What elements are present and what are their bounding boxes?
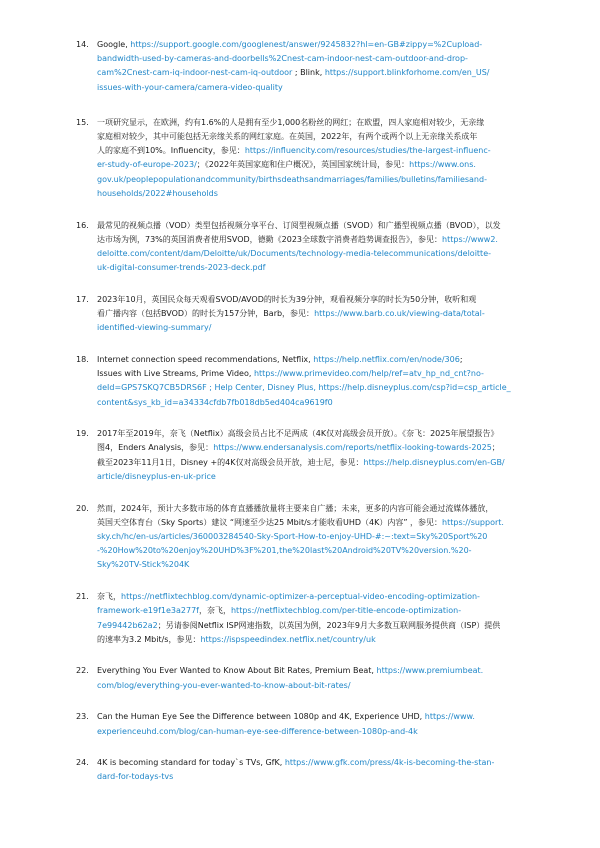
reference-text-segment: 然而，2024年，预计大多数市场的体育直播播放量将主要来自广播；未来，更多的内容可能会通过流媒体播放， bbox=[97, 503, 494, 513]
reference-number: 16. bbox=[76, 220, 89, 230]
reference-text bbox=[97, 427, 527, 484]
reference-item bbox=[76, 427, 528, 484]
reference-link[interactable]: -%20How%20to%20enjoy%20UHD%3F%201,the%20last%20Android%20TV%20version.%20- bbox=[97, 546, 472, 556]
reference-line bbox=[97, 367, 527, 381]
reference-link[interactable]: cam%2Cnest-cam-iq-indoor-nest-cam-iq-outdoor bbox=[97, 68, 293, 78]
reference-text-segment: 达市场为例，73%的英国消费者使用SVOD，德勤《2023全球数字消费者趋势调查报告》，参见： bbox=[97, 234, 443, 244]
reference-line bbox=[97, 247, 527, 261]
reference-list bbox=[76, 38, 528, 802]
reference-text bbox=[97, 664, 527, 692]
reference-text-segment: ; Blink, bbox=[292, 68, 325, 78]
reference-number: 20. bbox=[76, 503, 89, 513]
reference-line bbox=[97, 710, 527, 724]
reference-line bbox=[97, 233, 527, 247]
reference-item bbox=[76, 756, 528, 784]
reference-number: 23. bbox=[76, 712, 89, 722]
reference-item bbox=[76, 664, 528, 692]
reference-line bbox=[97, 187, 527, 201]
reference-line bbox=[97, 633, 527, 647]
reference-line bbox=[97, 725, 527, 739]
reference-line bbox=[97, 38, 527, 52]
reference-link[interactable]: Sky%20TV-Stick%204K bbox=[97, 560, 190, 570]
reference-text-segment: ；《2022年英国家庭和住户概况》，英国国家统计局，参见： bbox=[196, 160, 410, 170]
reference-line bbox=[97, 293, 527, 307]
reference-text-segment: 看广播内容（包括BVOD）的时长为157分钟，Barb，参见： bbox=[97, 309, 315, 319]
reference-number: 19. bbox=[76, 429, 89, 439]
reference-text-segment: 家庭相对较少，其中可能包括无亲缘关系的网红家庭。在英国，2022年，有两个或两个以上无亲缘关系成年 bbox=[97, 132, 478, 142]
reference-link[interactable]: https://netflixtechblog.com/dynamic-optimizer-a-perceptual-video-encoding-optimization- bbox=[121, 592, 480, 602]
reference-link[interactable]: https://support.blinkforhome.com/en_US/ bbox=[324, 68, 490, 78]
reference-link[interactable]: https://www.gfk.com/press/4k-is-becoming-the-stan- bbox=[284, 758, 495, 768]
reference-line bbox=[97, 502, 527, 516]
reference-link[interactable]: https://ispspeedindex.netflix.net/country/uk bbox=[200, 634, 376, 644]
reference-number: 22. bbox=[76, 666, 89, 676]
reference-link[interactable]: https://www.endersanalysis.com/reports/netflix-looking-towards-2025 bbox=[213, 443, 492, 453]
reference-text-segment: 截至2023年11月1日，Disney +的4K仅对高级会员开放，迪士尼，参见： bbox=[97, 457, 364, 467]
reference-link[interactable]: framework-e19f1e3a277f bbox=[97, 606, 199, 616]
reference-text-segment: 图4，Enders Analysis，参见： bbox=[97, 443, 214, 453]
reference-link[interactable]: https://www. bbox=[424, 712, 475, 722]
reference-line bbox=[97, 590, 527, 604]
reference-item bbox=[76, 710, 528, 738]
reference-line bbox=[97, 770, 527, 784]
reference-link[interactable]: com/blog/everything-you-ever-wanted-to-know-about-bit-rates/ bbox=[97, 680, 351, 690]
reference-text bbox=[97, 293, 527, 336]
reference-link[interactable]: https://www.primevideo.com/help/ref=atv_hp_nd_cnt?no- bbox=[253, 369, 484, 379]
reference-text-segment: ; bbox=[459, 354, 463, 364]
reference-line bbox=[97, 530, 527, 544]
reference-item bbox=[76, 38, 528, 95]
reference-text-segment: Internet connection speed recommendations, Netflix, bbox=[97, 354, 314, 364]
reference-line bbox=[97, 261, 527, 275]
reference-text-segment: 的速率为3.2 Mbit/s，参见： bbox=[97, 634, 201, 644]
reference-link[interactable]: article/disneyplus-en-uk-price bbox=[97, 471, 216, 481]
reference-line bbox=[97, 544, 527, 558]
reference-line bbox=[97, 381, 527, 395]
reference-line bbox=[97, 173, 527, 187]
reference-text-segment: 2023年10月，英国民众每天观看SVOD/AVOD的时长为39分钟，观看视频分享的时长为50分钟，收听和观 bbox=[97, 294, 477, 304]
reference-line bbox=[97, 456, 527, 470]
reference-text-segment: 2017年至2019年，奈飞（Netflix）高级会员占比不足两成（4K仅对高级会员开放）。《奈飞：2025年展望报告》 bbox=[97, 429, 499, 439]
reference-text-segment: 人的家庭不到10%。Influencity，参见： bbox=[97, 146, 245, 156]
reference-line bbox=[97, 619, 527, 633]
reference-line bbox=[97, 516, 527, 530]
reference-line bbox=[97, 664, 527, 678]
reference-link[interactable]: uk-digital-consumer-trends-2023-deck.pdf bbox=[97, 263, 266, 273]
reference-link[interactable]: deId=GPS7SKQ7CB5DRS6F ; Help Center, Disney Plus, https://help.disneyplus.com/csp?id=csp_article_ bbox=[97, 383, 511, 393]
reference-text bbox=[97, 756, 527, 784]
reference-number: 17. bbox=[76, 294, 89, 304]
reference-line bbox=[97, 219, 527, 233]
reference-number: 21. bbox=[76, 592, 89, 602]
reference-text-segment: Google, bbox=[97, 40, 131, 49]
reference-link[interactable]: identified-viewing-summary/ bbox=[97, 323, 212, 333]
reference-text-segment: Can the Human Eye See the Difference between 1080p and 4K, Experience UHD, bbox=[97, 712, 425, 722]
reference-link[interactable]: gov.uk/peoplepopulationandcommunity/birthsdeathsandmarriages/families/bulletins/familiesand- bbox=[97, 174, 487, 184]
reference-link[interactable]: https://www.barb.co.uk/viewing-data/total- bbox=[314, 309, 485, 319]
reference-text bbox=[97, 590, 527, 647]
reference-item bbox=[76, 590, 528, 647]
reference-link[interactable]: deloitte.com/content/dam/Deloitte/uk/Documents/technology-media-telecommunications/deloitte- bbox=[97, 248, 491, 258]
reference-text bbox=[97, 38, 527, 95]
reference-link[interactable]: https://help.netflix.com/en/node/306 bbox=[313, 354, 460, 364]
reference-number: 18. bbox=[76, 354, 89, 364]
reference-link[interactable]: https://help.disneyplus.com/en-GB/ bbox=[363, 457, 505, 467]
reference-line bbox=[97, 396, 527, 410]
reference-text-segment: ，奈飞， bbox=[198, 606, 231, 616]
reference-line bbox=[97, 470, 527, 484]
reference-text bbox=[97, 502, 527, 573]
reference-link[interactable]: 7e99442b62a2 bbox=[97, 620, 158, 630]
reference-link[interactable]: https://www.premiumbeat. bbox=[376, 666, 484, 676]
reference-text-segment: Issues with Live Streams, Prime Video, bbox=[97, 369, 254, 379]
reference-link[interactable]: er-study-of-europe-2023/ bbox=[97, 160, 197, 170]
reference-item bbox=[76, 219, 528, 276]
reference-item bbox=[76, 353, 528, 410]
reference-text-segment: ；另请参阅Netflix ISP网速指数，以英国为例，2023年9月大多数互联网服务提供商（ISP）提供 bbox=[157, 620, 501, 630]
reference-number: 15. bbox=[76, 117, 89, 127]
reference-number: 24. bbox=[76, 758, 89, 768]
reference-text-segment: 一项研究显示，在欧洲，约有1.6%的人是拥有至少1,000名粉丝的网红；在欧盟，四人家庭相对较少，无亲缘 bbox=[97, 117, 485, 127]
reference-text-segment: Everything You Ever Wanted to Know About Bit Rates, Premium Beat, bbox=[97, 666, 377, 676]
reference-link[interactable]: https://netflixtechblog.com/per-title-encode-optimization- bbox=[230, 606, 462, 616]
reference-line bbox=[97, 679, 527, 693]
reference-item bbox=[76, 116, 528, 201]
reference-line bbox=[97, 158, 527, 172]
reference-text-segment: 英国天空体育台（Sky Sports）建议 “网速至少达25 Mbit/s才能收看UHD（4K）内容” ，参见： bbox=[97, 517, 443, 527]
reference-line bbox=[97, 353, 527, 367]
reference-line bbox=[97, 307, 527, 321]
reference-link[interactable]: https://www.ons. bbox=[409, 160, 476, 170]
reference-link[interactable]: https://support.google.com/googlenest/answer/9245832?hl=en-GB#zippy=%2Cupload- bbox=[130, 40, 483, 49]
reference-text bbox=[97, 116, 527, 201]
reference-line bbox=[97, 756, 527, 770]
reference-line bbox=[97, 441, 527, 455]
reference-text-segment: 最常见的视频点播（VOD）类型包括视频分享平台、订阅型视频点播（SVOD）和广播型视频点播（BVOD），以发 bbox=[97, 220, 501, 230]
reference-line bbox=[97, 558, 527, 572]
reference-line bbox=[97, 116, 527, 130]
reference-text bbox=[97, 353, 527, 410]
reference-line bbox=[97, 66, 527, 80]
reference-line bbox=[97, 427, 527, 441]
reference-link[interactable]: issues-with-your-camera/camera-video-quality bbox=[97, 82, 283, 92]
reference-line bbox=[97, 81, 527, 95]
reference-link[interactable]: https://support. bbox=[442, 517, 504, 527]
reference-text bbox=[97, 219, 527, 276]
reference-link[interactable]: bandwidth-used-by-cameras-and-doorbells%2Cnest-cam-indoor-nest-cam-outdoor-and-drop- bbox=[97, 54, 468, 64]
reference-text bbox=[97, 710, 527, 738]
reference-line bbox=[97, 52, 527, 66]
reference-link[interactable]: content&sys_kb_id=a34334cfdb7fb018db5ed404ca9619f0 bbox=[97, 397, 333, 407]
reference-link[interactable]: sky.ch/hc/en-us/articles/360003284540-Sky-Sport-How-to-enjoy-UHD-#:~:text=Sky%20Sport%20 bbox=[97, 531, 488, 541]
reference-link[interactable]: https://influencity.com/resources/studies/the-largest-influenc- bbox=[244, 146, 491, 156]
reference-number: 14. bbox=[76, 40, 89, 49]
reference-link[interactable]: households/2022#households bbox=[97, 188, 218, 198]
reference-text-segment: ； bbox=[491, 443, 500, 453]
reference-line bbox=[97, 144, 527, 158]
reference-line bbox=[97, 130, 527, 144]
reference-line bbox=[97, 604, 527, 618]
reference-link[interactable]: experienceuhd.com/blog/can-human-eye-see-difference-between-1080p-and-4k bbox=[97, 726, 418, 736]
reference-item bbox=[76, 293, 528, 336]
reference-text-segment: 奈飞， bbox=[97, 592, 121, 602]
reference-text-segment: 4K is becoming standard for today`s TVs, GfK, bbox=[97, 758, 285, 768]
reference-line bbox=[97, 321, 527, 335]
reference-item bbox=[76, 502, 528, 573]
reference-link[interactable]: https://www2. bbox=[442, 234, 498, 244]
reference-link[interactable]: dard-for-todays-tvs bbox=[97, 772, 174, 782]
